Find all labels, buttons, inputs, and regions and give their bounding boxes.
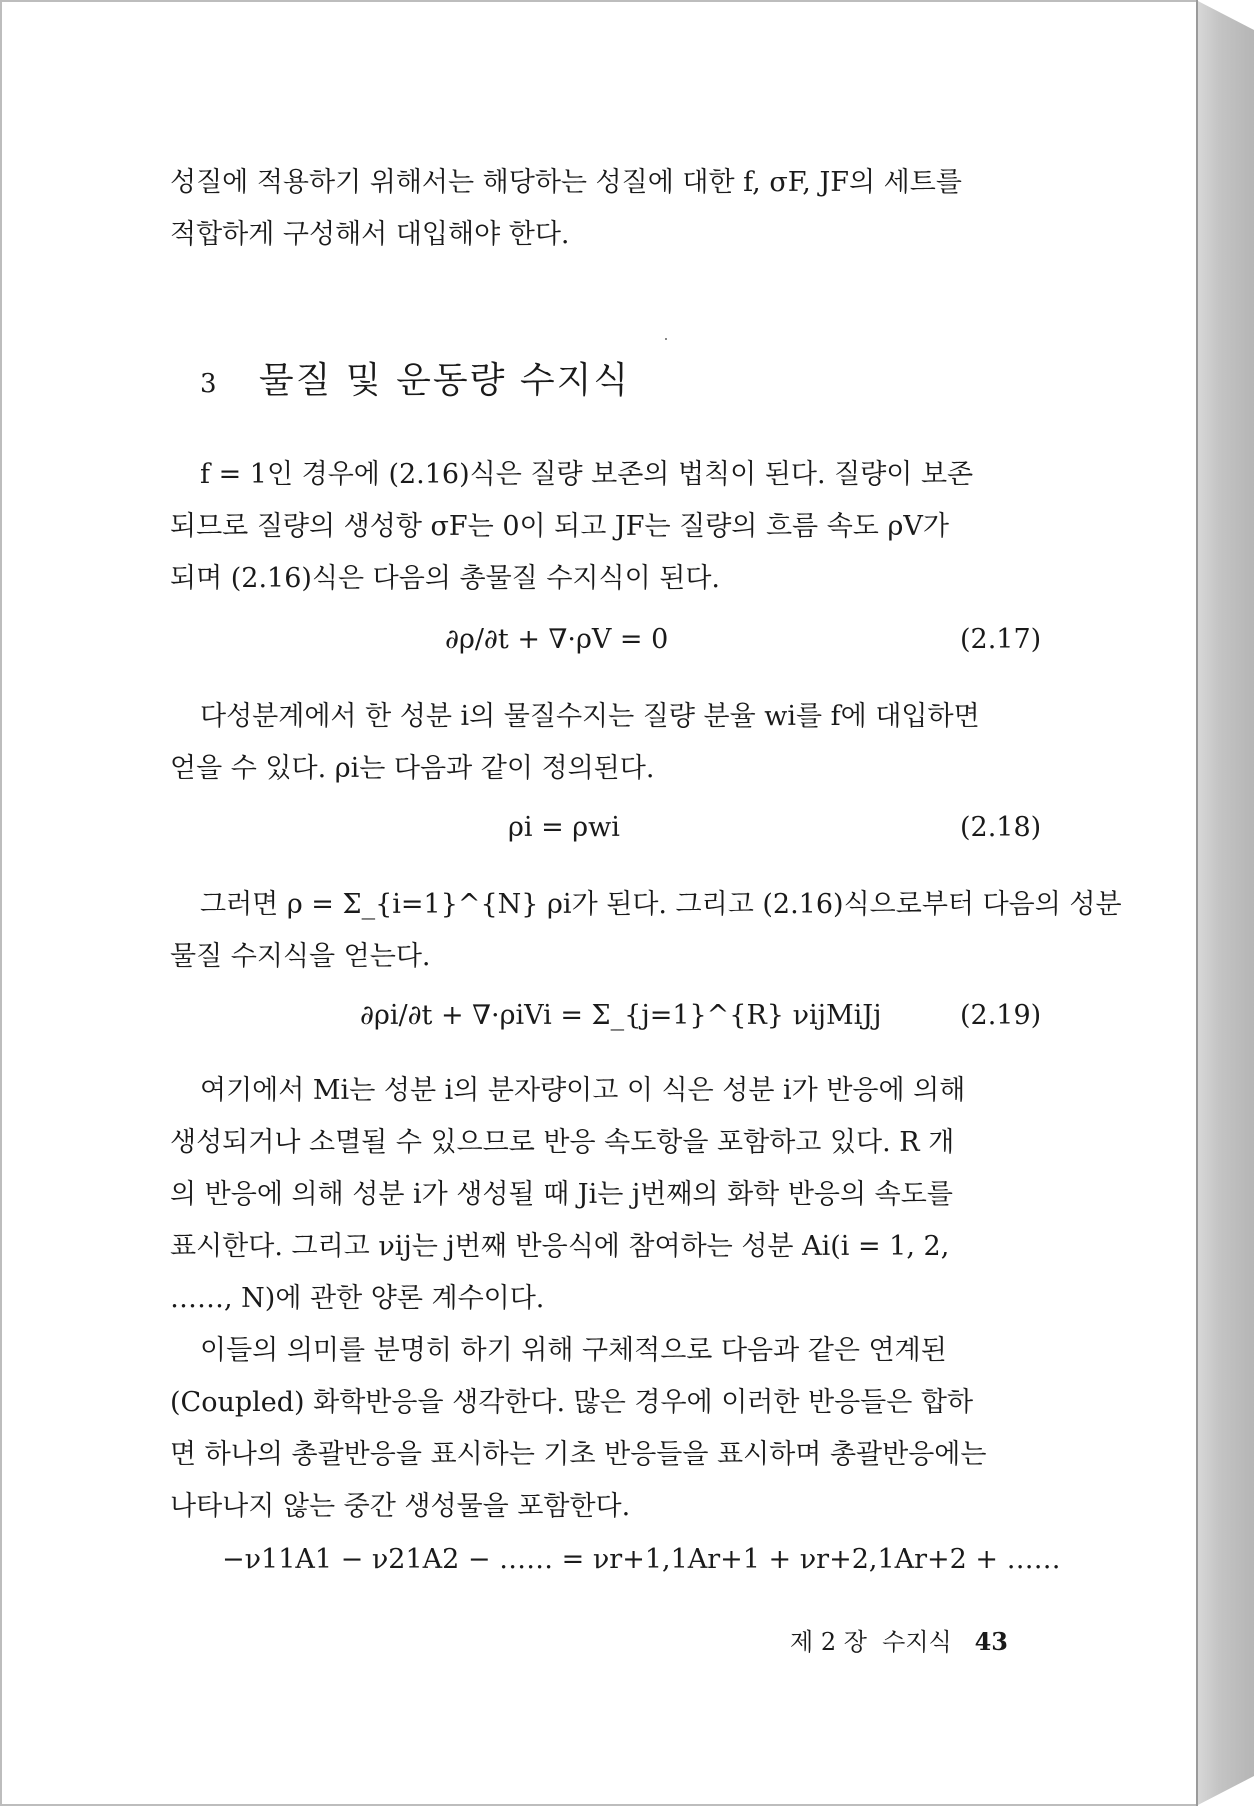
equation-2-19: ∂ρi/∂t + ∇·ρiVi = Σ_{j=1}^{R} νijMiJj	[360, 1000, 882, 1031]
paragraph-6-line-2: (Coupled) 화학반응을 생각한다. 많은 경우에 이러한 반응들은 합하	[170, 1387, 974, 1418]
section-number: 3	[200, 369, 219, 399]
chapter-label: 제 2 장 수지식	[790, 1628, 952, 1656]
equation-number-2-17: (2.17)	[960, 624, 1042, 655]
section-title: 물질 및 운동량 수지식	[258, 360, 631, 401]
paragraph-6-line-1: 이들의 의미를 분명히 하기 위해 구체적으로 다음과 같은 연계된	[200, 1335, 947, 1366]
paragraph-3-line-1: 다성분계에서 한 성분 i의 물질수지는 질량 분율 wi를 f에 대입하면	[200, 701, 980, 732]
equation-2-17: ∂ρ/∂t + ∇·ρV = 0	[445, 624, 669, 655]
paragraph-5-line-1: 여기에서 Mi는 성분 i의 분자량이고 이 식은 성분 i가 반응에 의해	[200, 1075, 966, 1106]
equation-number-2-19: (2.19)	[960, 1000, 1042, 1031]
paragraph-5-line-4: 표시한다. 그리고 νij는 j번째 반응식에 참여하는 성분 Ai(i = 1, 2,	[170, 1231, 950, 1262]
page-border-top	[0, 0, 1197, 2]
paragraph-6-line-3: 면 하나의 총괄반응을 표시하는 기초 반응들을 표시하며 총괄반응에는	[170, 1439, 987, 1470]
speck	[665, 338, 667, 340]
paragraph-4-line-1: 그러면 ρ = Σ_{i=1}^{N} ρi가 된다. 그리고 (2.16)식으로부터 다음의 성분	[200, 889, 1122, 920]
page-footer	[790, 1622, 1008, 1657]
paragraph-2-line-2: 되므로 질량의 생성항 σF는 0이 되고 JF는 질량의 흐름 속도 ρV가	[170, 511, 949, 542]
page-border-left	[0, 0, 2, 1806]
paragraph-1-line-2: 적합하게 구성해서 대입해야 한다.	[170, 219, 570, 250]
paragraph-3-line-2: 얻을 수 있다. ρi는 다음과 같이 정의된다.	[170, 753, 655, 784]
book-edge	[1196, 0, 1254, 1806]
paragraph-4-line-2: 물질 수지식을 얻는다.	[170, 941, 431, 972]
book-edge-line	[1196, 0, 1198, 1806]
paragraph-5-line-5: ……, N)에 관한 양론 계수이다.	[170, 1283, 545, 1314]
paragraph-5-line-2: 생성되거나 소멸될 수 있으므로 반응 속도항을 포함하고 있다. R 개	[170, 1127, 955, 1158]
equation-coupled-reaction: −ν11A1 − ν21A2 − …… = νr+1,1Ar+1 + νr+2,1Ar+2 + ……	[222, 1544, 1061, 1575]
section-heading	[200, 352, 630, 403]
paragraph-2-line-1: f = 1인 경우에 (2.16)식은 질량 보존의 법칙이 된다. 질량이 보존	[200, 459, 974, 490]
paragraph-6-line-4: 나타나지 않는 중간 생성물을 포함한다.	[170, 1491, 631, 1522]
paragraph-2-line-3: 되며 (2.16)식은 다음의 총물질 수지식이 된다.	[170, 563, 720, 594]
paragraph-5-line-3: 의 반응에 의해 성분 i가 생성될 때 Ji는 j번째의 화학 반응의 속도를	[170, 1179, 953, 1210]
equation-number-2-18: (2.18)	[960, 812, 1042, 843]
paragraph-1-line-1: 성질에 적용하기 위해서는 해당하는 성질에 대한 f, σF, JF의 세트를	[170, 167, 962, 198]
equation-2-18: ρi = ρwi	[508, 812, 620, 843]
page-number: 43	[974, 1627, 1009, 1656]
